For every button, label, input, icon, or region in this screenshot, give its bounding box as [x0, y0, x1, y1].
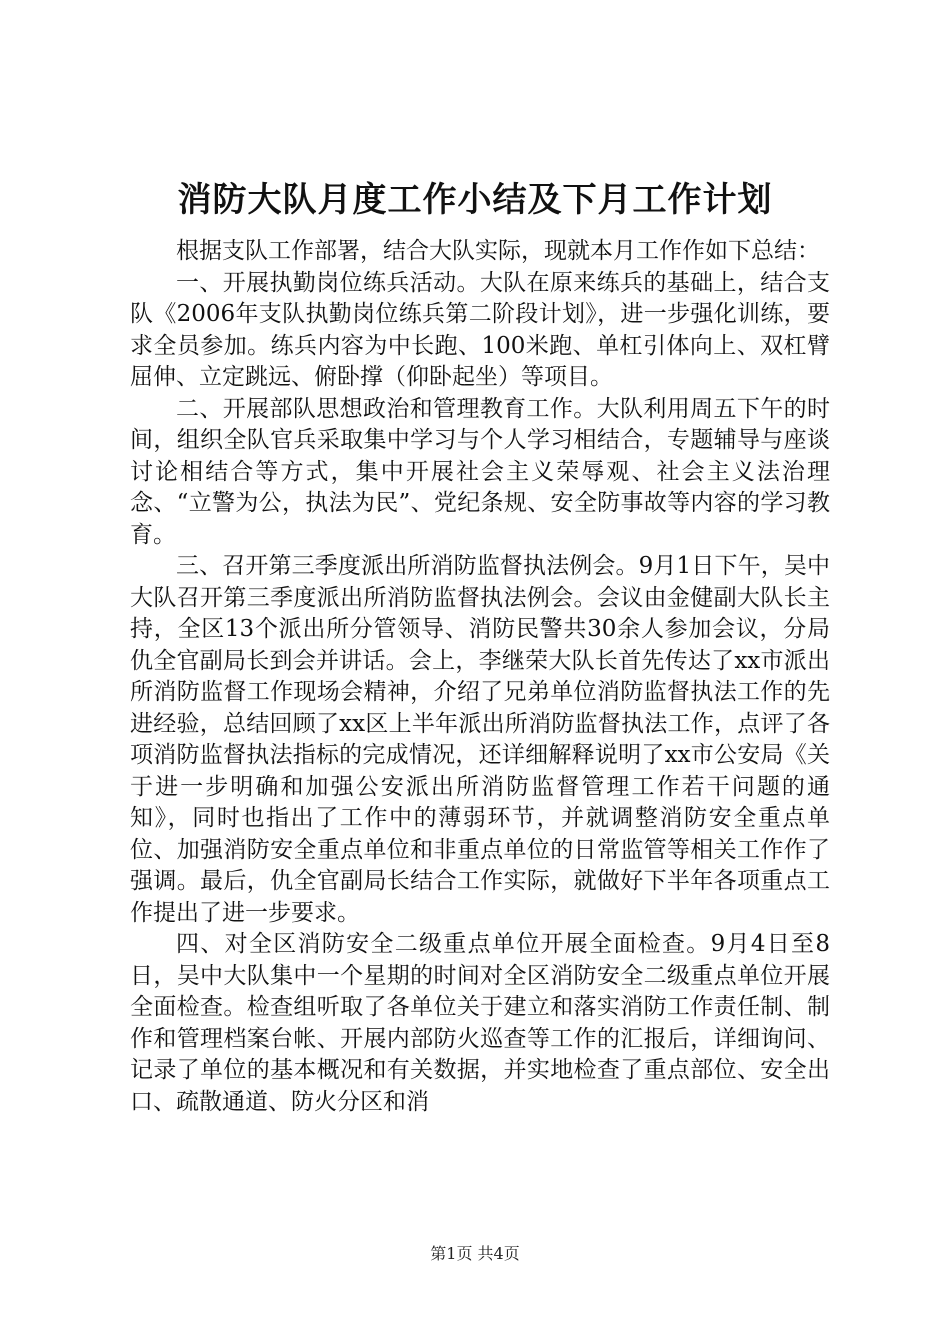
paragraph-political-education: 二、开展部队思想政治和管理教育工作。大队利用周五下午的时间，组织全队官兵采取集中学习与个人学习相结合，专题辅导与座谈讨论相结合等方式，集中开展社会主义荣辱观、社会主义法治理念、“立警为公，执法为民”、党纪条规、安全防事故等内容的学习教育。	[130, 395, 830, 548]
document-title: 消防大队月度工作小结及下月工作计划	[177, 180, 773, 220]
paragraph-inspection: 四、对全区消防安全二级重点单位开展全面检查。9月4日至8日，吴中大队集中一个星期的时间对全区消防安全二级重点单位开展全面检查。检查组听取了各单位关于建立和落实消防工作责任制、制作和管理档案台帐、开展内部防火巡查等工作的汇报后，详细询问、记录了单位的基本概况和有关数据，并实地检查了重点部位、安全出口、疏散通道、防火分区和消	[130, 931, 830, 1115]
document-body	[130, 236, 830, 1118]
paragraph-intro: 根据支队工作部署，结合大队实际，现就本月工作作如下总结：	[176, 238, 820, 264]
page-footer: 第1页 共4页	[430, 1244, 520, 1263]
paragraph-drill-training: 一、开展执勤岗位练兵活动。大队在原来练兵的基础上，结合支队《2006年支队执勤岗位练兵第二阶段计划》，进一步强化训练，要求全员参加。练兵内容为中长跑、100米跑、单杠引体向上、双杠臂屈伸、立定跳远、俯卧撑（仰卧起坐）等项目。	[130, 269, 830, 390]
paragraph-quarterly-meeting: 三、召开第三季度派出所消防监督执法例会。9月1日下午，吴中大队召开第三季度派出所消防监督执法例会。会议由金健副大队长主持，全区13个派出所分管领导、消防民警共30余人参加会议，分局仇全官副局长到会并讲话。会上，李继荣大队长首先传达了xx市派出所消防监督工作现场会精神，介绍了兄弟单位消防监督执法工作的先进经验，总结回顾了xx区上半年派出所消防监督执法工作，点评了各项消防监督执法指标的完成情况，还详细解释说明了xx市公安局《关于进一步明确和加强公安派出所消防监督管理工作若干问题的通知》，同时也指出了工作中的薄弱环节，并就调整消防安全重点单位、加强消防安全重点单位和非重点单位的日常监管等相关工作作了强调。最后，仇全官副局长结合工作实际，就做好下半年各项重点工作提出了进一步要求。	[130, 553, 830, 926]
